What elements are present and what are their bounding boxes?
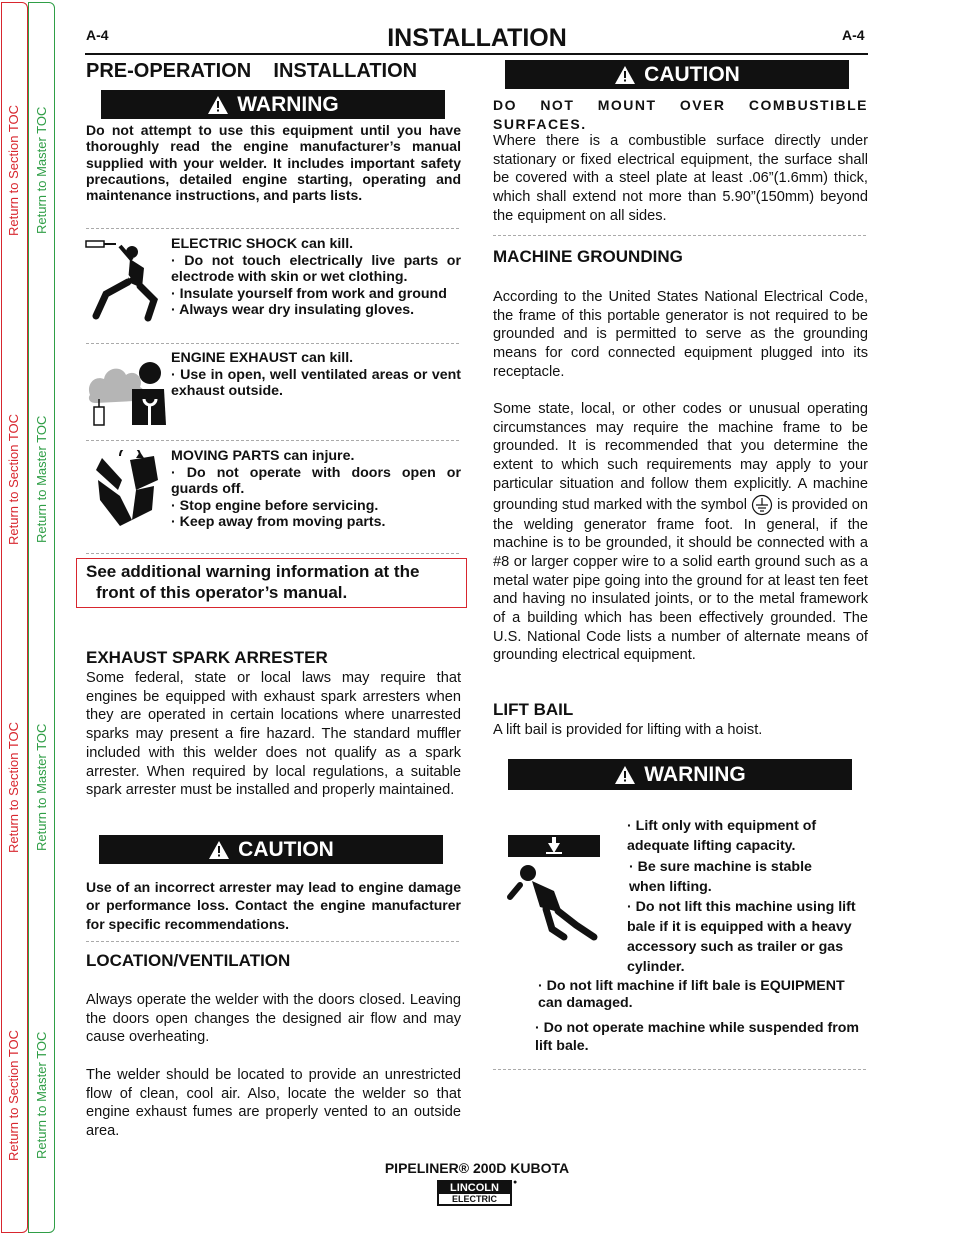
divider	[86, 941, 459, 942]
lift-warning-item-5: · Do not operate machine while suspended from lift bale.	[535, 1020, 859, 1054]
header-rule	[85, 53, 868, 55]
caution-label: CAUTION	[238, 837, 334, 861]
warning-banner-right	[508, 759, 852, 790]
additional-warning-text: See additional warning information at the front of this operator’s manual.	[86, 562, 420, 602]
caution-heading-right: DO NOT MOUNT OVER COMBUSTIBLE SURFACES.	[493, 97, 868, 132]
location-text-1: Always operate the welder with the doors closed. Leaving the doors open changes the designed air flow and may cause overheating.	[86, 992, 461, 1046]
lift-warning-item-3: · Do not lift this machine using lift bale if it is equipped with a heavy accessory such as trailer or gas cylinder.	[627, 899, 856, 975]
lift-warning-item-2: · Be sure machine is stable when lifting.	[629, 859, 812, 895]
warning-label: WARNING	[644, 762, 746, 786]
return-section-toc-link-4[interactable]: Return to Section TOC	[6, 1029, 21, 1161]
return-section-toc-link-3[interactable]: Return to Section TOC	[6, 721, 21, 853]
lift-bail-text: A lift bail is provided for lifting with a hoist.	[493, 722, 763, 738]
engine-exhaust-icon	[86, 355, 166, 435]
logo-bottom: ELECTRIC	[452, 1194, 497, 1204]
hazard-engine-exhaust: ENGINE EXHAUST can kill. · Use in open, well ventilated areas or vent exhaust outside.	[171, 350, 461, 400]
spark-arrester-title: EXHAUST SPARK ARRESTER	[86, 648, 328, 667]
warning-triangle-icon	[614, 65, 636, 85]
page-number-left: A-4	[86, 27, 109, 43]
lincoln-electric-logo	[437, 1180, 512, 1206]
page-title: INSTALLATION	[387, 24, 567, 52]
hazard-electric-shock: ELECTRIC SHOCK can kill. · Do not touch electrically live parts or electrode with skin or wet clothing. · Insulate yourself from work and ground · Always wear dry insulating gloves.	[171, 236, 461, 319]
divider	[86, 343, 459, 344]
moving-parts-icon	[92, 450, 162, 528]
page-number-right: A-4	[842, 27, 865, 43]
grounding-title: MACHINE GROUNDING	[493, 247, 683, 266]
warning-triangle-icon	[614, 765, 636, 785]
electric-shock-icon	[84, 238, 164, 322]
location-text-2: The welder should be located to provide an unrestricted flow of clean, cool air. Also, locate the welder so that engine exhaust fumes are properly vented to an outside area.	[86, 1067, 461, 1140]
return-master-toc-link-3[interactable]: Return to Master TOC	[34, 723, 49, 851]
grounding-text-1: According to the United States National Electrical Code, the frame of this portable generator is not required to be grounded and is permitted to serve as the grounding means for cord connected equipment plugged into its receptacle.	[493, 289, 868, 380]
warning-triangle-icon	[208, 840, 230, 860]
ground-symbol-icon	[751, 494, 773, 516]
location-title: LOCATION/VENTILATION	[86, 951, 291, 970]
footer-model: PIPELINER® 200D KUBOTA	[384, 1160, 570, 1176]
falling-equipment-icon	[506, 833, 602, 943]
hazard-moving-parts: MOVING PARTS can injure. · Do not operate with doors open or guards off. · Stop engine before servicing. · Keep away from moving parts.	[171, 448, 461, 531]
caution-banner-right	[505, 60, 849, 89]
return-master-toc-link-4[interactable]: Return to Master TOC	[34, 1031, 49, 1159]
warning-label: WARNING	[237, 92, 339, 116]
return-section-toc-link-1[interactable]: Return to Section TOC	[6, 104, 21, 236]
warning-banner	[101, 90, 445, 119]
warning-text: Do not attempt to use this equipment until you have thoroughly read the engine manufacturer’s manual supplied with your welder. It includes important safety precautions, detailed engine starting, operating and maintenance instructions, and parts lists.	[86, 122, 461, 204]
return-master-toc-link-2[interactable]: Return to Master TOC	[34, 415, 49, 543]
warning-triangle-icon	[207, 95, 229, 115]
divider	[86, 228, 459, 229]
caution-text-left: Use of an incorrect arrester may lead to engine damage or performance loss. Contact the engine manufacturer for specific recommendations.	[86, 879, 461, 932]
return-section-toc-link-2[interactable]: Return to Section TOC	[6, 413, 21, 545]
lift-warning-item-1: · Lift only with equipment of adequate lifting capacity.	[627, 818, 817, 854]
lift-warning-item-4: · Do not lift machine if lift bale is EQUIPMENT can damaged.	[538, 978, 845, 1011]
registered-mark: ●	[513, 1179, 518, 1186]
section-title: PRE-OPERATION INSTALLATION	[86, 60, 418, 82]
grounding-text-2: Some state, local, or other codes or unusual operating circumstances may require the machine frame to be grounded. It is recommended that you determine the extent to which such requirements may apply to your particular situation and follow them explicitly. A machine grounding stud marked with the symbol is provided on the welding generator frame foot. In general, if the machine is to be grounded, it should be connected with a #8 or larger copper wire to a solid earth ground such as a metal water pipe going into the ground for at least ten feet and having no insulated joints, or to the metal framework of a building which has been effectively grounded. The U.S. National Code lists a number of alternate means of grounding electrical equipment.	[493, 401, 869, 664]
caution-text-right: Where there is a combustible surface directly under stationary or fixed electrical equipment, the surface shall be covered with a steel plate at least .06”(1.6mm) thick, which shall extend not more than 5.90”(150mm) beyond the equipment on all sides.	[493, 133, 868, 224]
spark-arrester-text: Some federal, state or local laws may require that engines be equipped with exhaust spark arresters when they are operated in certain locations where unarrested sparks may present a fire hazard. The standard muffler included with this welder does not qualify as a spark arrester. When required by local regulations, a suitable spark arrester must be installed and properly maintained.	[86, 670, 461, 799]
divider	[86, 553, 459, 554]
return-master-toc-link-1[interactable]: Return to Master TOC	[34, 106, 49, 234]
divider	[86, 440, 459, 441]
caution-banner-left	[99, 835, 443, 864]
logo-top: LINCOLN	[439, 1182, 510, 1194]
caution-label: CAUTION	[644, 62, 740, 86]
divider	[493, 235, 866, 236]
lift-bail-title: LIFT BAIL	[493, 700, 574, 719]
divider	[493, 1069, 866, 1070]
